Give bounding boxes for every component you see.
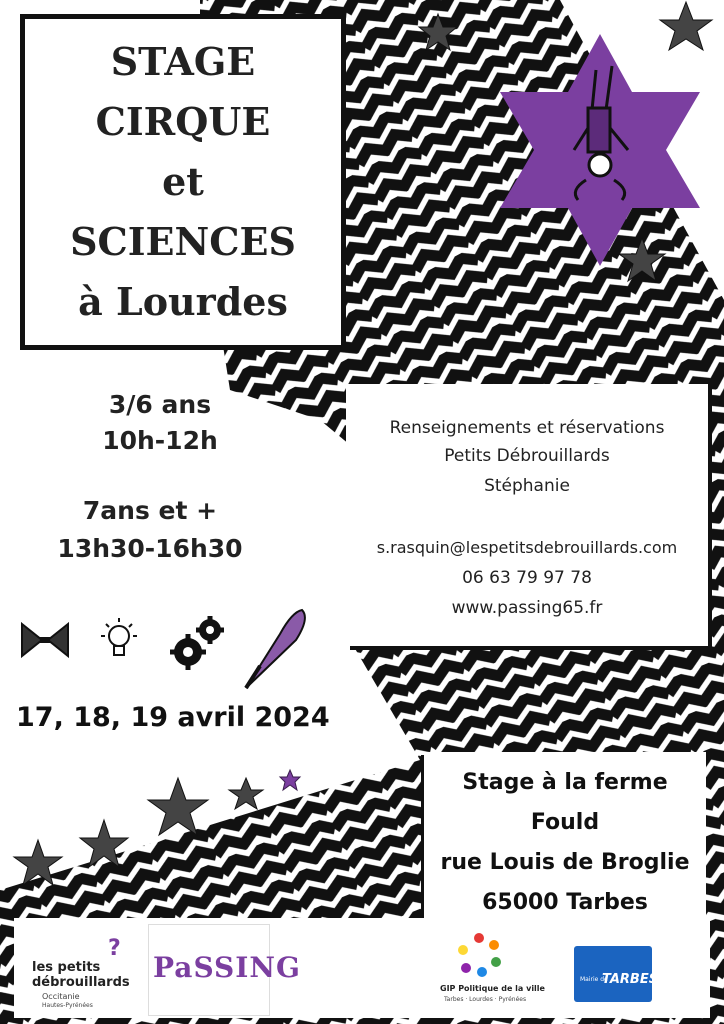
gip-logo <box>440 930 545 1010</box>
address-line: Fould <box>530 810 600 835</box>
logo-text: Hautes-Pyrénées <box>42 1002 93 1009</box>
contact-name: Stéphanie <box>484 476 570 496</box>
age-group-2: 7ans et + <box>82 496 218 525</box>
age-group-1: 3/6 ans <box>108 390 212 419</box>
logo-text: Occitanie <box>42 992 80 1001</box>
diabolo-icon <box>18 618 72 662</box>
gray-star-icon <box>419 14 457 50</box>
lightbulb-icon <box>96 616 142 666</box>
gray-star-icon <box>619 238 665 281</box>
contact-phone[interactable]: 06 63 79 97 78 <box>462 568 592 588</box>
contact-website[interactable]: www.passing65.fr <box>451 598 603 618</box>
time-group-1: 10h-12h <box>102 426 218 455</box>
gip-mark-icon <box>454 930 504 980</box>
logo-text: débrouillards <box>32 975 130 990</box>
gray-star-icon <box>148 778 208 835</box>
logo-text: les petits <box>32 960 101 975</box>
title-line: STAGE <box>110 39 256 84</box>
gears-icon <box>166 612 228 674</box>
acrobat-star-icon <box>500 34 700 266</box>
event-dates: 17, 18, 19 avril 2024 <box>16 702 330 733</box>
juggling-club-icon <box>240 604 312 692</box>
contact-box <box>346 384 708 646</box>
logo-text: Tarbes · Lourdes · Pyrénées <box>444 996 527 1003</box>
address-box <box>424 752 706 940</box>
petits-debrouillards-logo <box>32 936 142 1009</box>
sponsor-logos <box>14 918 710 1018</box>
address-line: 65000 Tarbes <box>482 890 648 915</box>
time-group-2: 13h30-16h30 <box>57 534 243 563</box>
title-line: et <box>162 159 204 204</box>
logo-mark: ? <box>108 936 121 961</box>
gray-star-icon <box>14 840 62 885</box>
gray-star-icon <box>80 820 128 867</box>
address-line: rue Louis de Broglie <box>440 850 690 875</box>
title-line: à Lourdes <box>78 279 288 324</box>
mairie-tarbes-logo <box>574 946 659 1002</box>
gray-star-icon <box>660 2 712 50</box>
title-box <box>20 14 346 350</box>
contact-email[interactable]: s.rasquin@lespetitsdebrouillards.com <box>376 538 678 557</box>
title-line: SCIENCES <box>70 219 296 264</box>
contact-heading: Renseignements et réservations <box>389 418 665 438</box>
address-line: Stage à la ferme <box>462 770 668 795</box>
title-line: CIRQUE <box>95 99 271 144</box>
logo-text: Mairie de <box>580 976 608 983</box>
gray-star-icon <box>229 778 263 809</box>
logo-text: GIP Politique de la ville <box>440 984 545 993</box>
passing-logo <box>148 924 301 1016</box>
purple-star-icon <box>280 770 300 790</box>
logo-text: TARBES <box>602 972 659 987</box>
contact-organization: Petits Débrouillards <box>444 446 610 466</box>
logo-text: PaSSING <box>153 951 301 984</box>
